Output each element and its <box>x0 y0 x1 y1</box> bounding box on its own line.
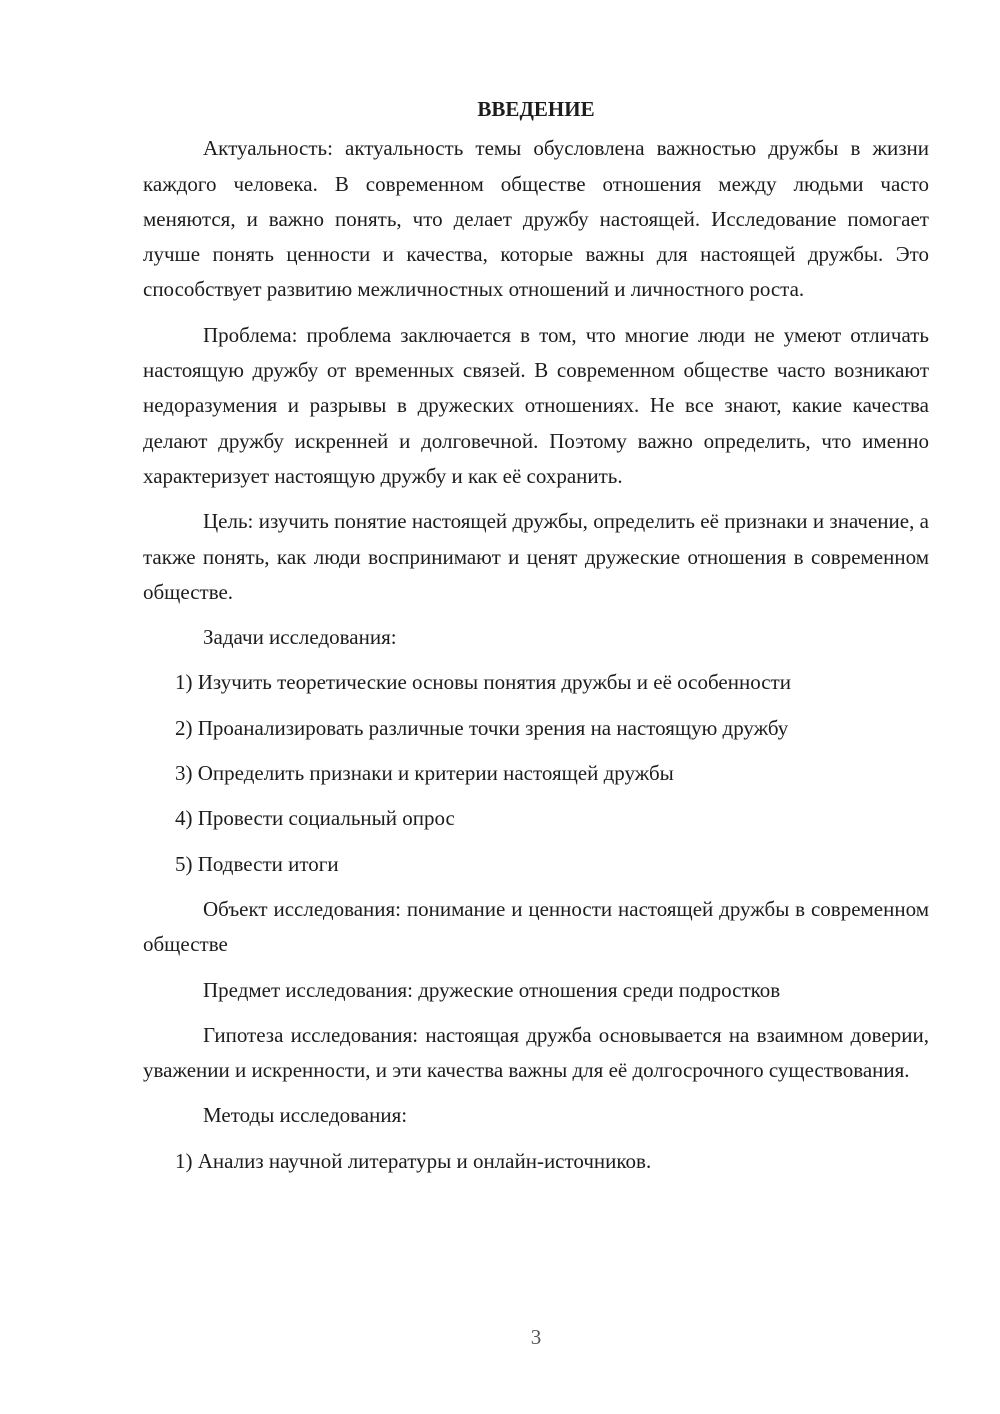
hypothesis-paragraph: Гипотеза исследования: настоящая дружба основывается на взаимном доверии, уважении и искренности, и эти качества важны для её долгосрочного существования. <box>143 1022 929 1083</box>
task-item: 3) Определить признаки и критерии настоящей дружбы <box>175 761 674 786</box>
object-paragraph: Объект исследования: понимание и ценности настоящей дружбы в современном обществе <box>143 896 929 957</box>
goal-paragraph: Цель: изучить понятие настоящей дружбы, определить её признаки и значение, а также понять, как люди воспринимают и ценят дружеские отношения в современном обществе. <box>143 509 929 604</box>
subject-paragraph: Предмет исследования: дружеские отношения среди подростков <box>203 977 781 1002</box>
problem-paragraph: Проблема: проблема заключается в том, что многие люди не умеют отличать настоящую дружбу от временных связей. В современном обществе часто возникают недоразумения и разрывы в дружеских отношениях. Не все знают, какие качества делают дружбу искренней и долговечной. Поэтому важно определить, что именно характеризует настоящую дружбу и как её сохранить. <box>143 322 929 488</box>
tasks-heading: Задачи исследования: <box>203 625 397 650</box>
task-item: 2) Проанализировать различные точки зрения на настоящую дружбу <box>175 715 789 740</box>
task-item: 1) Изучить теоретические основы понятия дружбы и её особенности <box>175 670 791 695</box>
relevance-paragraph: Актуальность: актуальность темы обусловлена важностью дружбы в жизни каждого человека. В современном обществе отношения между людьми часто меняются, и важно понять, что делает дружбу настоящей. Исследование помогает лучше понять ценности и качества, которые важны для настоящей дружбы. Это способствует развитию межличностных отношений и личностного роста. <box>143 136 929 302</box>
page-number: 3 <box>530 1325 542 1349</box>
methods-heading: Методы исследования: <box>203 1103 408 1128</box>
method-item: 1) Анализ научной литературы и онлайн-источников. <box>175 1148 652 1173</box>
document-page <box>143 92 929 1189</box>
task-item: 4) Провести социальный опрос <box>175 806 455 831</box>
task-item: 5) Подвести итоги <box>175 851 339 876</box>
page-title: ВВЕДЕНИЕ <box>477 97 595 121</box>
